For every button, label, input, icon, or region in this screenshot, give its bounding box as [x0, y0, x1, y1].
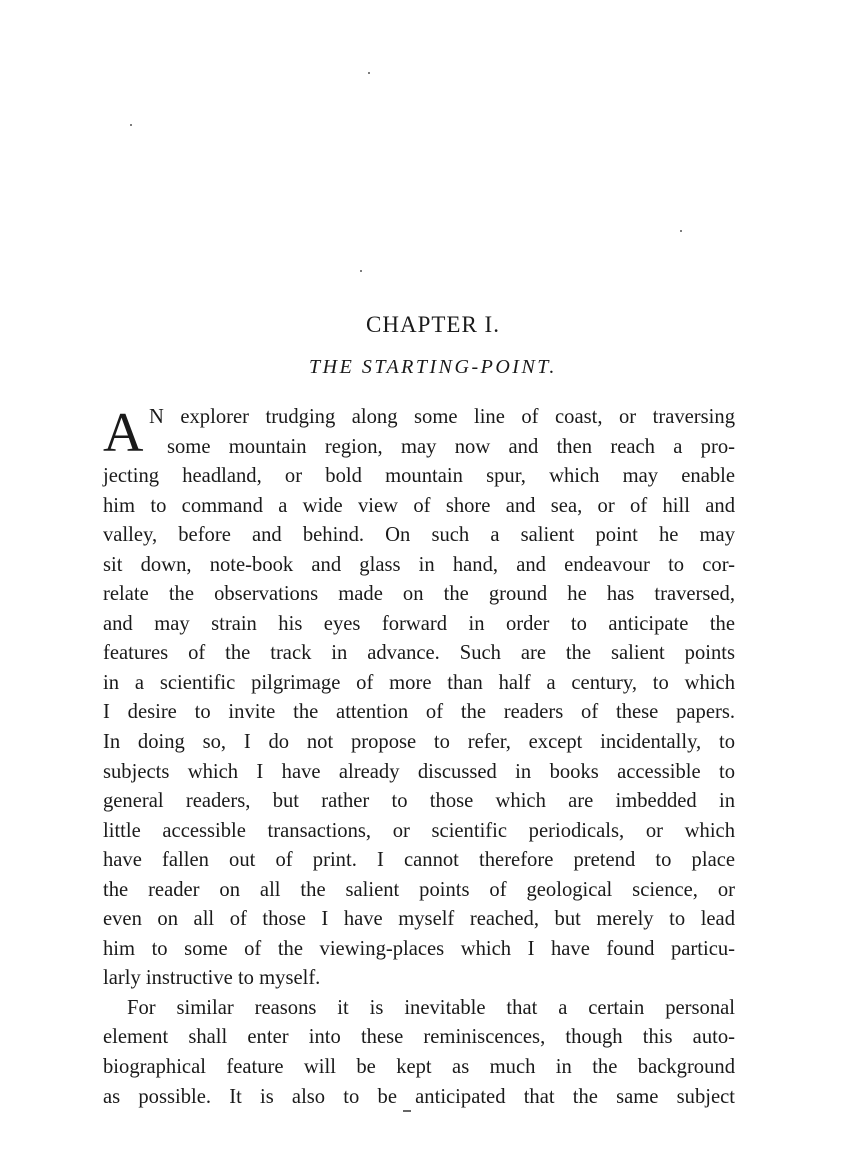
drop-cap: A — [103, 402, 144, 464]
text-line: have fallen out of print. I cannot therefore pretend to place — [103, 849, 735, 872]
text-line: relate the observations made on the ground he has traversed, — [103, 583, 735, 606]
text-line: subjects which I have already discussed in books accessible to — [103, 760, 735, 783]
text-line: features of the track in advance. Such are the salient points — [103, 642, 735, 665]
text-line: general readers, but rather to those which are imbedded in — [103, 790, 735, 813]
page-speck — [130, 124, 132, 126]
text-line: the reader on all the salient points of geological science, or — [103, 878, 735, 901]
chapter-subtitle: THE STARTING-POINT. — [309, 356, 557, 378]
text-line: him to some of the viewing-places which I have found particu- — [103, 937, 735, 960]
page-speck — [360, 270, 362, 272]
text-line: him to command a wide view of shore and sea, or of hill and — [103, 494, 735, 517]
page-speck — [368, 72, 370, 74]
text-line: as possible. It is also to be anticipated that the same subject — [103, 1085, 735, 1108]
chapter-heading: CHAPTER I. — [366, 312, 500, 337]
body-text — [103, 403, 735, 1112]
text-line: I desire to invite the attention of the readers of these papers. — [103, 701, 735, 724]
text-line: even on all of those I have myself reached, but merely to lead — [103, 908, 735, 931]
text-line: and may strain his eyes forward in order to anticipate the — [103, 612, 735, 635]
text-line: For similar reasons it is inevitable that a certain personal — [127, 996, 735, 1019]
text-line: valley, before and behind. On such a salient point he may — [103, 524, 735, 547]
text-line: In doing so, I do not propose to refer, except incidentally, to — [103, 731, 735, 754]
paragraph-1 — [103, 403, 735, 994]
text-line: jecting headland, or bold mountain spur, which may enable — [103, 465, 735, 488]
text-line: biographical feature will be kept as much in the background — [103, 1056, 735, 1079]
text-line: in a scientific pilgrimage of more than half a century, to which — [103, 671, 735, 694]
text-line: sit down, note-book and glass in hand, and endeavour to cor- — [103, 553, 735, 576]
text-line: N explorer trudging along some line of coast, or traversing — [149, 406, 735, 428]
text-line: larly instructive to myself. — [103, 967, 321, 990]
footer-mark — [403, 1110, 411, 1112]
text-line: little accessible transactions, or scientific periodicals, or which — [103, 819, 735, 842]
paragraph-2 — [103, 994, 735, 1112]
text-line: element shall enter into these reminiscences, though this auto- — [103, 1026, 735, 1049]
page-speck — [680, 230, 682, 232]
text-line: some mountain region, may now and then reach a pro- — [167, 435, 735, 458]
